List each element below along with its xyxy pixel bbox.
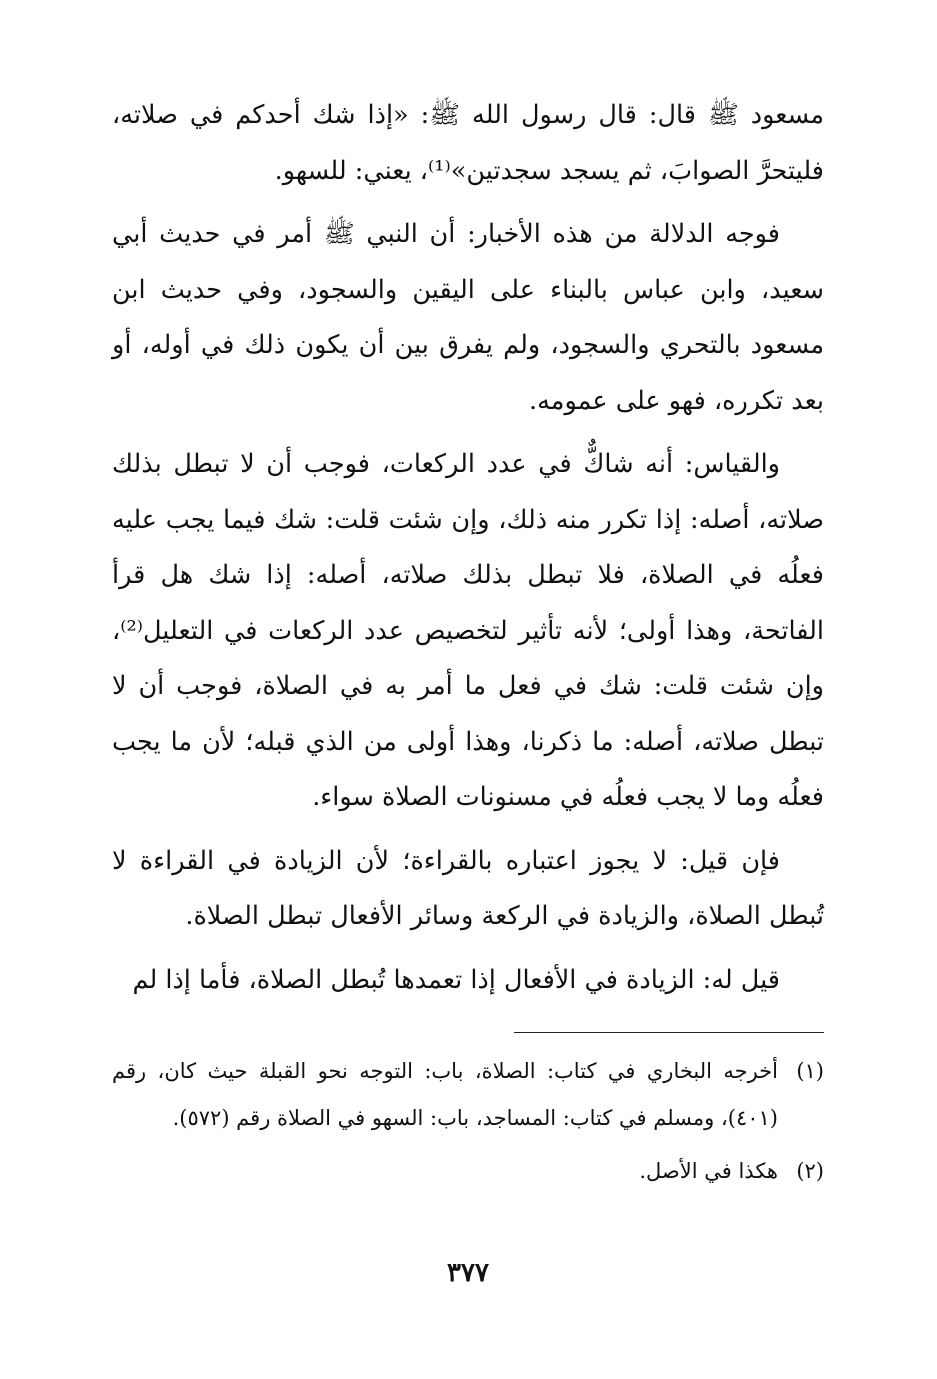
footnote-divider xyxy=(514,1032,824,1033)
paragraph-4: فإن قيل: لا يجوز اعتباره بالقراءة؛ لأن الزيادة في القراءة لا تُبطل الصلاة، والزيادة في الركعة وسائر الأفعال تبطل الصلاة. xyxy=(112,845,824,931)
paragraph-3: والقياس: أنه شاكٌّ في عدد الركعات، فوجب أن لا تبطل بذلك صلاته، أصله: إذا تكرر منه ذلك، وإن شئت قلت: شك فيما يجب عليه فعلُه في الصلاة، فلا تبطل بذلك صلاته، أصله: إذا شك هل قرأ الفاتحة، وهذا أولى؛ لأنه تأثير لتخصيص عدد الركعات في التعليل⁽²⁾، وإن شئت قلت: شك في فعل ما أمر به في الصلاة، فوجب أن لا تبطل صلاته، أصله: ما ذكرنا، وهذا أولى من الذي قبله؛ لأن ما يجب فعلُه وما لا يجب فعلُه في مسنونات الصلاة سواء. xyxy=(112,449,824,812)
footnotes xyxy=(112,1048,824,1195)
page-number: ٣٧٧ xyxy=(447,1258,489,1288)
main-text xyxy=(112,88,824,1008)
book-page xyxy=(112,88,824,1318)
footnote-1 xyxy=(112,1048,824,1142)
footnote-1-number: (١) xyxy=(796,1059,824,1083)
footnote-2 xyxy=(112,1148,824,1195)
footnote-2-text: هكذا في الأصل. xyxy=(639,1159,778,1183)
paragraph-1: مسعود ﷺ قال: قال رسول الله ﷺ: «إذا شك أحدكم في صلاته، فليتحرَّ الصوابَ، ثم يسجد سجدتين»⁽¹⁾، يعني: للسهو. xyxy=(112,100,824,186)
footnote-2-number: (٢) xyxy=(796,1159,824,1183)
paragraph-5: قيل له: الزيادة في الأفعال إذا تعمدها تُبطل الصلاة، فأما إذا لم xyxy=(132,964,780,995)
footnote-1-text: أخرجه البخاري في كتاب: الصلاة، باب: التوجه نحو القبلة حيث كان، رقم (٤٠١)، ومسلم في كتاب: المساجد، باب: السهو في الصلاة رقم (٥٧٢). xyxy=(112,1059,778,1130)
paragraph-2: فوجه الدلالة من هذه الأخبار: أن النبي ﷺ أمر في حديث أبي سعيد، وابن عباس بالبناء على اليقين والسجود، وفي حديث ابن مسعود بالتحري والسجود، ولم يفرق بين أن يكون ذلك في أوله، أو بعد تكرره، فهو على عمومه. xyxy=(112,219,824,416)
